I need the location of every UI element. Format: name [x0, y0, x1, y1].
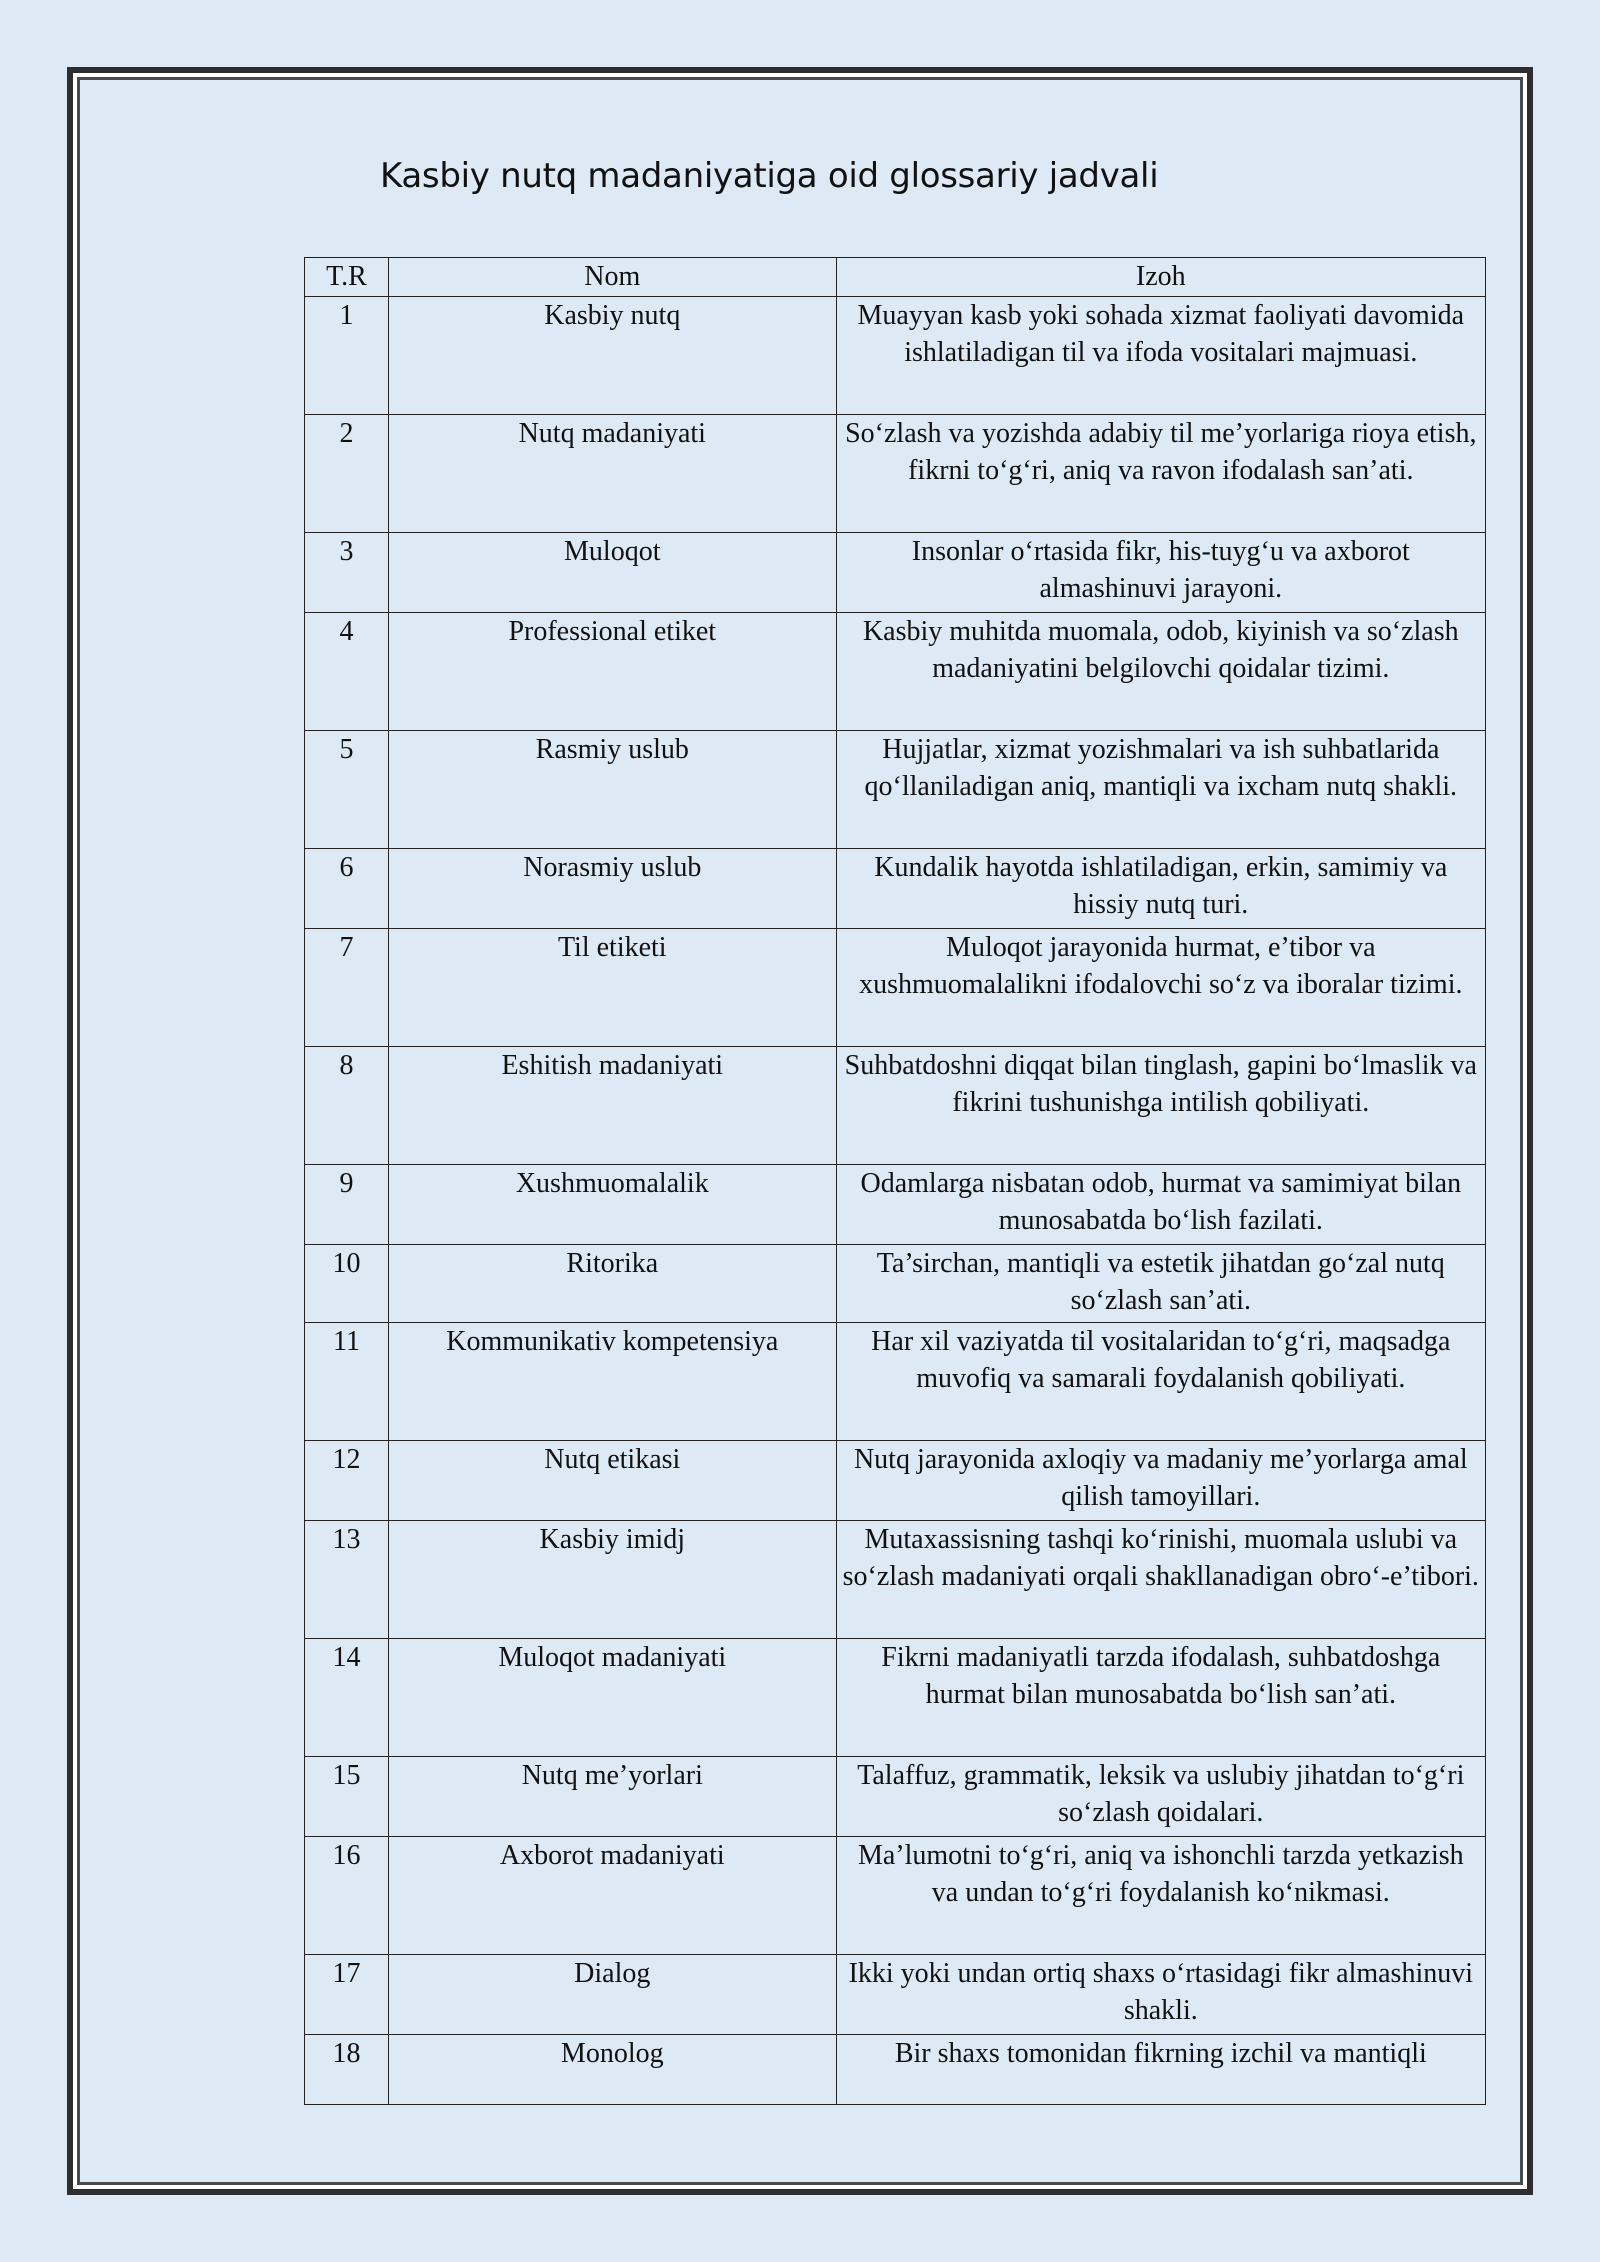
- row-term: Rasmiy uslub: [388, 731, 836, 849]
- table-row: [305, 415, 1486, 533]
- row-number: 12: [305, 1441, 389, 1521]
- table-row: [305, 533, 1486, 613]
- row-number: 7: [305, 929, 389, 1047]
- row-description: Kundalik hayotda ishlatiladigan, erkin, samimiy va hissiy nutq turi.: [836, 849, 1485, 929]
- table-row: [305, 1639, 1486, 1757]
- row-term: Muloqot madaniyati: [388, 1639, 836, 1757]
- table-row: [305, 1245, 1486, 1323]
- row-description: Insonlar o‘rtasida fikr, his-tuyg‘u va axborot almashinuvi jarayoni.: [836, 533, 1485, 613]
- table-row: [305, 1837, 1486, 1955]
- table-row: [305, 1757, 1486, 1837]
- row-description: Har xil vaziyatda til vositalaridan to‘g‘ri, maqsadga muvofiq va samarali foydalanish qobiliyati.: [836, 1323, 1485, 1441]
- row-description: Fikrni madaniyatli tarzda ifodalash, suhbatdoshga hurmat bilan munosabatda bo‘lish san’ati.: [836, 1639, 1485, 1757]
- table-row: [305, 1047, 1486, 1165]
- header-number: T.R: [305, 258, 389, 297]
- row-term: Dialog: [388, 1955, 836, 2035]
- row-description: Muayyan kasb yoki sohada xizmat faoliyati davomida ishlatiladigan til va ifoda vositalari majmuasi.: [836, 297, 1485, 415]
- row-description: Mutaxassisning tashqi ko‘rinishi, muomala uslubi va so‘zlash madaniyati orqali shakllanadigan obro‘-e’tibori.: [836, 1521, 1485, 1639]
- row-term: Ritorika: [388, 1245, 836, 1323]
- row-term: Nutq madaniyati: [388, 415, 836, 533]
- row-term: Norasmiy uslub: [388, 849, 836, 929]
- row-term: Nutq me’yorlari: [388, 1757, 836, 1837]
- glossary-table: [304, 257, 1486, 2105]
- table-row: [305, 1441, 1486, 1521]
- table-row: [305, 2035, 1486, 2105]
- row-term: Monolog: [388, 2035, 836, 2105]
- row-description: Muloqot jarayonida hurmat, e’tibor va xushmuomalalikni ifodalovchi so‘z va iboralar tizimi.: [836, 929, 1485, 1047]
- row-description: Ma’lumotni to‘g‘ri, aniq va ishonchli tarzda yetkazish va undan to‘g‘ri foydalanish ko‘nikmasi.: [836, 1837, 1485, 1955]
- row-term: Nutq etikasi: [388, 1441, 836, 1521]
- row-number: 2: [305, 415, 389, 533]
- row-number: 13: [305, 1521, 389, 1639]
- row-term: Muloqot: [388, 533, 836, 613]
- row-number: 16: [305, 1837, 389, 1955]
- row-term: Professional etiket: [388, 613, 836, 731]
- table-row: [305, 1521, 1486, 1639]
- row-number: 17: [305, 1955, 389, 2035]
- row-term: Til etiketi: [388, 929, 836, 1047]
- row-description: Suhbatdoshni diqqat bilan tinglash, gapini bo‘lmaslik va fikrini tushunishga intilish qobiliyati.: [836, 1047, 1485, 1165]
- table-row: [305, 731, 1486, 849]
- row-description: Ta’sirchan, mantiqli va estetik jihatdan go‘zal nutq so‘zlash san’ati.: [836, 1245, 1485, 1323]
- row-number: 15: [305, 1757, 389, 1837]
- row-number: 3: [305, 533, 389, 613]
- table-header-row: [305, 258, 1486, 297]
- row-number: 4: [305, 613, 389, 731]
- row-description: So‘zlash va yozishda adabiy til me’yorlariga rioya etish, fikrni to‘g‘ri, aniq va ravon ifodalash san’ati.: [836, 415, 1485, 533]
- row-term: Eshitish madaniyati: [388, 1047, 836, 1165]
- row-number: 5: [305, 731, 389, 849]
- row-number: 14: [305, 1639, 389, 1757]
- row-term: Axborot madaniyati: [388, 1837, 836, 1955]
- row-number: 9: [305, 1165, 389, 1245]
- table-row: [305, 849, 1486, 929]
- row-term: Kasbiy nutq: [388, 297, 836, 415]
- row-description: Odamlarga nisbatan odob, hurmat va samimiyat bilan munosabatda bo‘lish fazilati.: [836, 1165, 1485, 1245]
- row-term: Xushmuomalalik: [388, 1165, 836, 1245]
- row-number: 11: [305, 1323, 389, 1441]
- row-description: Ikki yoki undan ortiq shaxs o‘rtasidagi fikr almashinuvi shakli.: [836, 1955, 1485, 2035]
- row-description: Bir shaxs tomonidan fikrning izchil va mantiqli: [836, 2035, 1485, 2105]
- document-title: Kasbiy nutq madaniyatiga oid glossariy jadvali: [380, 156, 1159, 196]
- header-description: Izoh: [836, 258, 1485, 297]
- row-number: 18: [305, 2035, 389, 2105]
- row-number: 10: [305, 1245, 389, 1323]
- row-description: Hujjatlar, xizmat yozishmalari va ish suhbatlarida qo‘llaniladigan aniq, mantiqli va ixcham nutq shakli.: [836, 731, 1485, 849]
- row-number: 8: [305, 1047, 389, 1165]
- row-number: 1: [305, 297, 389, 415]
- table-row: [305, 1955, 1486, 2035]
- row-number: 6: [305, 849, 389, 929]
- table-row: [305, 1323, 1486, 1441]
- row-term: Kommunikativ kompetensiya: [388, 1323, 836, 1441]
- row-term: Kasbiy imidj: [388, 1521, 836, 1639]
- row-description: Talaffuz, grammatik, leksik va uslubiy jihatdan to‘g‘ri so‘zlash qoidalari.: [836, 1757, 1485, 1837]
- table-row: [305, 929, 1486, 1047]
- table-row: [305, 1165, 1486, 1245]
- header-name: Nom: [388, 258, 836, 297]
- table-row: [305, 297, 1486, 415]
- row-description: Kasbiy muhitda muomala, odob, kiyinish va so‘zlash madaniyatini belgilovchi qoidalar tizimi.: [836, 613, 1485, 731]
- table-row: [305, 613, 1486, 731]
- row-description: Nutq jarayonida axloqiy va madaniy me’yorlarga amal qilish tamoyillari.: [836, 1441, 1485, 1521]
